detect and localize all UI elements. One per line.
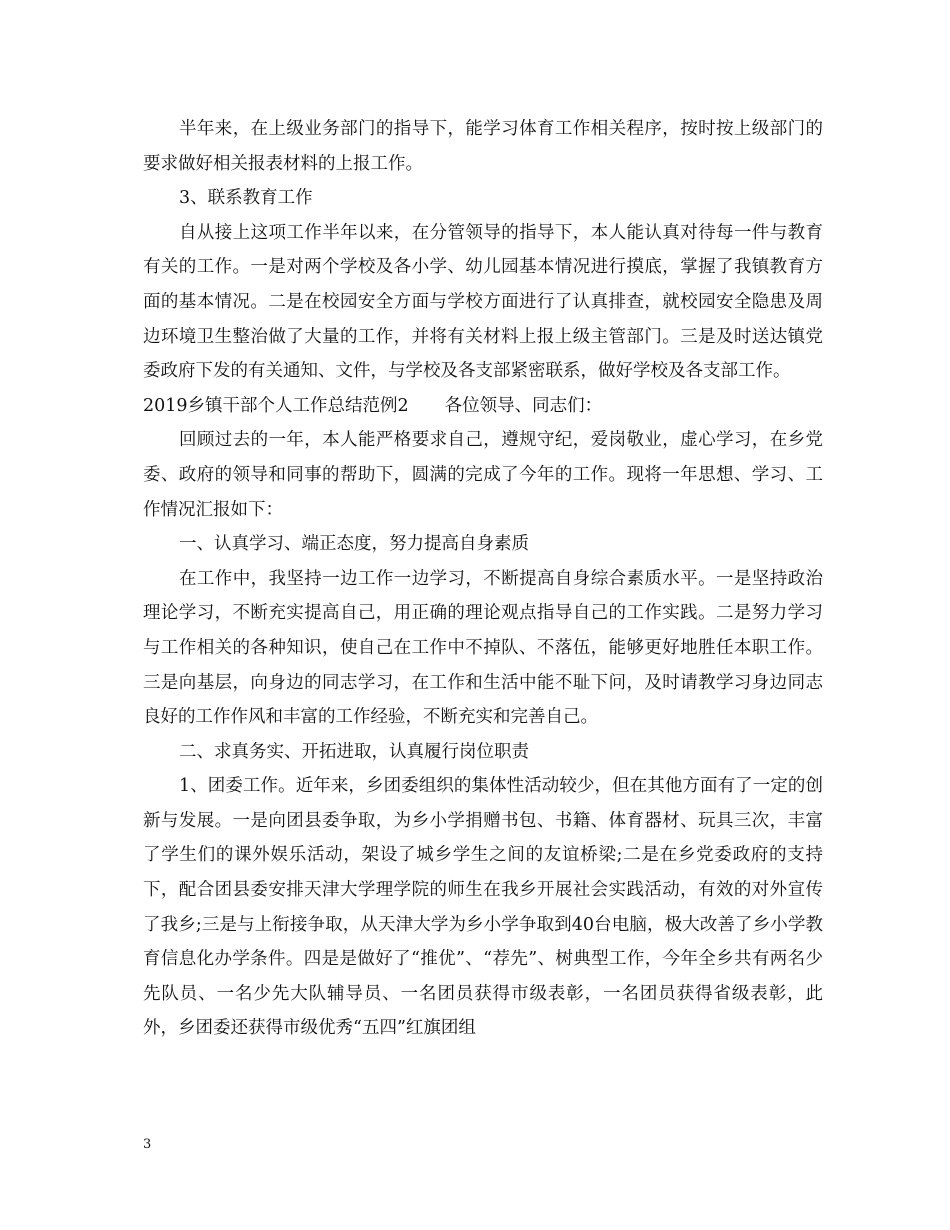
paragraph-education-work: 自从接上这项工作半年以来，在分管领导的指导下，本人能认真对待每一件与教育有关的工作。一是对两个学校及各小学、幼儿园基本情况进行摸底，掌握了我镇教育方面的基本情况。二是在校园安全方面与学校方面进行了认真排查，就校园安全隐患及周边环境卫生整治做了大量的工作，并将有关材料上报上级主管部门。三是及时送达镇党委政府下发的有关通知、文件，与学校及各支部紧密联系，做好学校及各支部工作。 — [143, 222, 823, 382]
section-title-line — [143, 389, 823, 424]
section-title: 2019乡镇干部个人工作总结范例2 — [143, 395, 409, 416]
heading-duties: 二、求真务实、开拓进取，认真履行岗位职责 — [179, 741, 529, 762]
salutation: 各位领导、同志们： — [444, 395, 603, 416]
heading-education-work: 3、联系教育工作 — [179, 188, 313, 209]
paragraph-review: 回顾过去的一年，本人能严格要求自己，遵规守纪，爱岗敬业，虚心学习，在乡党委、政府的领导和同事的帮助下，圆满的完成了今年的工作。现将一年思想、学习、工作情况汇报如下： — [143, 430, 823, 520]
heading-study: 一、认真学习、端正态度，努力提高自身素质 — [179, 534, 529, 555]
paragraph-sports-work: 半年来，在上级业务部门的指导下，能学习体育工作相关程序，按时按上级部门的要求做好相关报表材料的上报工作。 — [143, 119, 823, 174]
page-number: 3 — [143, 1137, 152, 1152]
document-body — [143, 112, 823, 1046]
paragraph-youth-league: 1、团委工作。近年来，乡团委组织的集体性活动较少，但在其他方面有了一定的创新与发展。一是向团县委争取，为乡小学捐赠书包、书籍、体育器材、玩具三次，丰富了学生们的课外娱乐活动，架设了城乡学生之间的友谊桥梁;二是在乡党委政府的支持下，配合团县委安排天津大学理学院的师生在我乡开展社会实践活动，有效的对外宣传了我乡;三是与上衔接争取，从天津大学为乡小学争取到40台电脑，极大改善了乡小学教育信息化办学条件。四是是做好了“推优”、“荐先”、树典型工作，今年全乡共有两名少先队员、一名少先大队辅导员、一名团员获得市级表彰，一名团员获得省级表彰，此外，乡团委还获得市级优秀“五四”红旗团组 — [143, 776, 823, 1039]
paragraph-study: 在工作中，我坚持一边工作一边学习，不断提高自身综合素质水平。一是坚持政治理论学习，不断充实提高自己，用正确的理论观点指导自己的工作实践。二是努力学习与工作相关的各种知识，使自己在工作中不掉队、不落伍，能够更好地胜任本职工作。三是向基层，向身边的同志学习，在工作和生活中能不耻下问，及时请教学习身边同志良好的工作作风和丰富的工作经验，不断充实和完善自己。 — [143, 568, 823, 728]
